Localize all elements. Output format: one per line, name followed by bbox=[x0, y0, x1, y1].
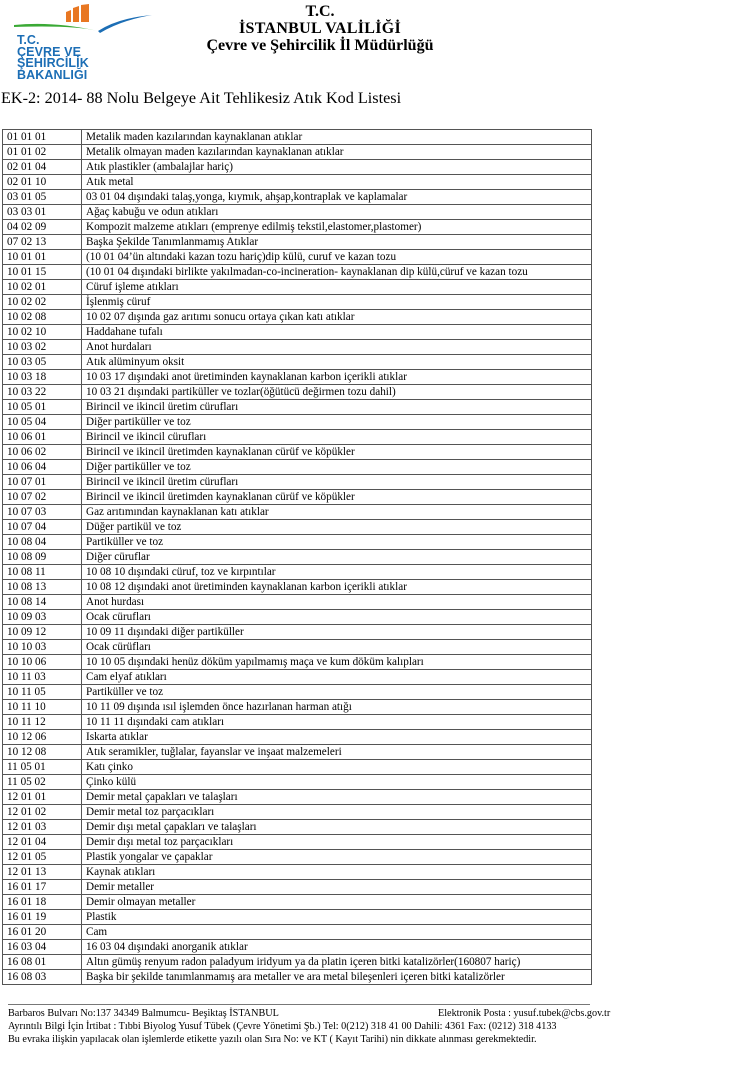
waste-description: Katı çinko bbox=[82, 760, 592, 775]
table-row bbox=[3, 160, 592, 175]
waste-description: Birincil ve ikincil üretimden kaynaklanan cürüf ve köpükler bbox=[82, 490, 592, 505]
waste-description: Birincil ve ikincil üretim cürufları bbox=[82, 475, 592, 490]
waste-description: Demir metal çapakları ve talaşları bbox=[82, 790, 592, 805]
waste-code: 10 05 04 bbox=[3, 415, 82, 430]
footer-divider bbox=[8, 1004, 590, 1005]
waste-code: 10 07 02 bbox=[3, 490, 82, 505]
waste-description: Atık metal bbox=[82, 175, 592, 190]
waste-code: 10 06 02 bbox=[3, 445, 82, 460]
waste-description: (10 01 04 dışındaki birlikte yakılmadan-co-incineration- kaynaklanan dip külü,cüruf ve kazan tozu bbox=[82, 265, 592, 280]
table-row bbox=[3, 940, 592, 955]
table-row bbox=[3, 175, 592, 190]
table-row bbox=[3, 550, 592, 565]
waste-description: (10 01 04’ün altındaki kazan tozu hariç)dip külü, curuf ve kazan tozu bbox=[82, 250, 592, 265]
waste-code: 10 11 10 bbox=[3, 700, 82, 715]
table-row bbox=[3, 475, 592, 490]
waste-code: 10 12 06 bbox=[3, 730, 82, 745]
waste-code: 10 11 05 bbox=[3, 685, 82, 700]
waste-description: 10 11 11 dışındaki cam atıkları bbox=[82, 715, 592, 730]
table-row bbox=[3, 535, 592, 550]
logo-line-1: T.C. bbox=[17, 33, 40, 47]
table-row bbox=[3, 280, 592, 295]
table-row bbox=[3, 520, 592, 535]
letterhead-line-2: İSTANBUL VALİLİĞİ bbox=[238, 20, 402, 37]
waste-code: 16 03 04 bbox=[3, 940, 82, 955]
waste-code: 07 02 13 bbox=[3, 235, 82, 250]
table-row bbox=[3, 820, 592, 835]
waste-description: Demir olmayan metaller bbox=[82, 895, 592, 910]
waste-description: 16 03 04 dışındaki anorganik atıklar bbox=[82, 940, 592, 955]
waste-description: Diğer partiküller ve toz bbox=[82, 415, 592, 430]
waste-description: Başka bir şekilde tanımlanmamış ara metaller ve ara metal bileşenleri içeren bitki katalizörler bbox=[82, 970, 592, 985]
waste-code: 10 10 06 bbox=[3, 655, 82, 670]
table-row bbox=[3, 685, 592, 700]
waste-code: 10 08 13 bbox=[3, 580, 82, 595]
waste-code: 12 01 04 bbox=[3, 835, 82, 850]
waste-description: 10 11 09 dışında ısıl işlemden önce hazırlanan harman atığı bbox=[82, 700, 592, 715]
footer-contact: Ayrıntılı Bilgi İçin İrtibat : Tıbbi Biyolog Yusuf Tübek (Çevre Yönetimi Şb.) Tel: 0(212) 318 41 00 Dahili: 4361 Fax: (0212) 318 4133 bbox=[8, 1021, 557, 1032]
waste-code: 10 12 08 bbox=[3, 745, 82, 760]
waste-code: 11 05 01 bbox=[3, 760, 82, 775]
waste-description: Demir dışı metal toz parçacıkları bbox=[82, 835, 592, 850]
waste-description: Birincil ve ikincil üretim cürufları bbox=[82, 400, 592, 415]
footer-email[interactable]: Elektronik Posta : yusuf.tubek@cbs.gov.tr bbox=[438, 1008, 611, 1019]
table-row bbox=[3, 190, 592, 205]
document-title: EK-2: 2014- 88 Nolu Belgeye Ait Tehlikesiz Atık Kod Listesi bbox=[1, 89, 402, 107]
waste-code: 16 01 17 bbox=[3, 880, 82, 895]
waste-code: 16 08 03 bbox=[3, 970, 82, 985]
waste-code: 01 01 02 bbox=[3, 145, 82, 160]
waste-code: 12 01 05 bbox=[3, 850, 82, 865]
waste-code: 12 01 01 bbox=[3, 790, 82, 805]
waste-description: 10 08 12 dışındaki anot üretiminden kaynaklanan karbon içerikli atıklar bbox=[82, 580, 592, 595]
waste-code: 01 01 01 bbox=[3, 130, 82, 145]
table-row bbox=[3, 760, 592, 775]
waste-description: Anot hurdaları bbox=[82, 340, 592, 355]
waste-description: Diğer partiküller ve toz bbox=[82, 460, 592, 475]
waste-code: 10 02 10 bbox=[3, 325, 82, 340]
footer-notice: Bu evraka ilişkin yapılacak olan işlemlerde etikette yazılı olan Sıra No: ve KT ( Kayıt Tarihi) nin dikkate alınması gerekmektedir. bbox=[8, 1034, 537, 1045]
table-row bbox=[3, 970, 592, 985]
waste-code: 10 08 11 bbox=[3, 565, 82, 580]
waste-code: 10 03 05 bbox=[3, 355, 82, 370]
waste-description: 03 01 04 dışındaki talaş,yonga, kıymık, ahşap,kontraplak ve kaplamalar bbox=[82, 190, 592, 205]
waste-description: Demir metaller bbox=[82, 880, 592, 895]
waste-code: 10 03 22 bbox=[3, 385, 82, 400]
waste-code: 11 05 02 bbox=[3, 775, 82, 790]
waste-code: 10 03 18 bbox=[3, 370, 82, 385]
waste-code: 10 07 04 bbox=[3, 520, 82, 535]
waste-code: 10 10 03 bbox=[3, 640, 82, 655]
waste-code: 02 01 10 bbox=[3, 175, 82, 190]
waste-description: 10 02 07 dışında gaz arıtımı sonucu ortaya çıkan katı atıklar bbox=[82, 310, 592, 325]
waste-code: 10 01 15 bbox=[3, 265, 82, 280]
table-row bbox=[3, 370, 592, 385]
table-row bbox=[3, 460, 592, 475]
table-row bbox=[3, 610, 592, 625]
table-row bbox=[3, 895, 592, 910]
table-row bbox=[3, 355, 592, 370]
waste-description: Cüruf işleme atıkları bbox=[82, 280, 592, 295]
waste-description: Iskarta atıklar bbox=[82, 730, 592, 745]
waste-description: Metalik olmayan maden kazılarından kaynaklanan atıklar bbox=[82, 145, 592, 160]
waste-code: 10 11 03 bbox=[3, 670, 82, 685]
waste-description: Partiküller ve toz bbox=[82, 685, 592, 700]
table-row bbox=[3, 430, 592, 445]
table-row bbox=[3, 865, 592, 880]
waste-description: Haddahane tufalı bbox=[82, 325, 592, 340]
waste-description: Ocak cürüfları bbox=[82, 640, 592, 655]
waste-code: 03 03 01 bbox=[3, 205, 82, 220]
waste-description: 10 09 11 dışındaki diğer partiküller bbox=[82, 625, 592, 640]
table-row bbox=[3, 775, 592, 790]
letterhead-line-1: T.C. bbox=[305, 3, 335, 20]
table-row bbox=[3, 325, 592, 340]
table-row bbox=[3, 955, 592, 970]
waste-description: Metalik maden kazılarından kaynaklanan atıklar bbox=[82, 130, 592, 145]
ministry-logo-emblem-icon bbox=[14, 4, 154, 36]
waste-code: 10 05 01 bbox=[3, 400, 82, 415]
table-row bbox=[3, 625, 592, 640]
table-row bbox=[3, 445, 592, 460]
waste-code: 10 06 01 bbox=[3, 430, 82, 445]
waste-description: Birincil ve ikincil cürufları bbox=[82, 430, 592, 445]
table-row bbox=[3, 340, 592, 355]
waste-code: 04 02 09 bbox=[3, 220, 82, 235]
waste-description: 10 03 21 dışındaki partiküller ve tozlar(öğütücü değirmen tozu dahil) bbox=[82, 385, 592, 400]
waste-description: Plastik bbox=[82, 910, 592, 925]
waste-code: 16 01 19 bbox=[3, 910, 82, 925]
letterhead-line-3: Çevre ve Şehircilik İl Müdürlüğü bbox=[206, 37, 434, 54]
waste-code: 10 02 08 bbox=[3, 310, 82, 325]
table-row bbox=[3, 670, 592, 685]
waste-description: Kompozit malzeme atıkları (emprenye edilmiş tekstil,elastomer,plastomer) bbox=[82, 220, 592, 235]
waste-description: Diğer cüruflar bbox=[82, 550, 592, 565]
table-row bbox=[3, 295, 592, 310]
table-row bbox=[3, 580, 592, 595]
waste-code: 10 08 14 bbox=[3, 595, 82, 610]
table-row bbox=[3, 910, 592, 925]
waste-code: 02 01 04 bbox=[3, 160, 82, 175]
waste-code: 03 01 05 bbox=[3, 190, 82, 205]
table-row bbox=[3, 745, 592, 760]
table-row bbox=[3, 385, 592, 400]
table-row bbox=[3, 205, 592, 220]
waste-description: Başka Şekilde Tanımlanmamış Atıklar bbox=[82, 235, 592, 250]
table-row bbox=[3, 220, 592, 235]
table-row bbox=[3, 400, 592, 415]
waste-code: 16 01 20 bbox=[3, 925, 82, 940]
waste-description: Atık plastikler (ambalajlar hariç) bbox=[82, 160, 592, 175]
table-row bbox=[3, 415, 592, 430]
table-row bbox=[3, 235, 592, 250]
waste-description: İşlenmiş cüruf bbox=[82, 295, 592, 310]
waste-code: 10 09 12 bbox=[3, 625, 82, 640]
table-row bbox=[3, 925, 592, 940]
table-row bbox=[3, 805, 592, 820]
table-row bbox=[3, 130, 592, 145]
waste-code: 10 01 01 bbox=[3, 250, 82, 265]
waste-description: Plastik yongalar ve çapaklar bbox=[82, 850, 592, 865]
waste-code: 16 08 01 bbox=[3, 955, 82, 970]
waste-description: Çinko külü bbox=[82, 775, 592, 790]
table-row bbox=[3, 835, 592, 850]
waste-description: Kaynak atıkları bbox=[82, 865, 592, 880]
waste-code: 10 08 09 bbox=[3, 550, 82, 565]
waste-description: 10 03 17 dışındaki anot üretiminden kaynaklanan karbon içerikli atıklar bbox=[82, 370, 592, 385]
table-row bbox=[3, 505, 592, 520]
logo-line-3: BAKANLIĞI bbox=[17, 67, 88, 82]
table-row bbox=[3, 595, 592, 610]
waste-code: 12 01 02 bbox=[3, 805, 82, 820]
waste-code: 10 07 03 bbox=[3, 505, 82, 520]
table-row bbox=[3, 790, 592, 805]
waste-code: 12 01 13 bbox=[3, 865, 82, 880]
table-row bbox=[3, 265, 592, 280]
waste-code: 10 11 12 bbox=[3, 715, 82, 730]
waste-description: Birincil ve ikincil üretimden kaynaklanan cürüf ve köpükler bbox=[82, 445, 592, 460]
waste-description: Demir dışı metal çapakları ve talaşları bbox=[82, 820, 592, 835]
table-row bbox=[3, 730, 592, 745]
waste-code: 10 09 03 bbox=[3, 610, 82, 625]
waste-code: 10 02 02 bbox=[3, 295, 82, 310]
waste-description: Partiküller ve toz bbox=[82, 535, 592, 550]
waste-description: Atık seramikler, tuğlalar, fayanslar ve inşaat malzemeleri bbox=[82, 745, 592, 760]
waste-code: 12 01 03 bbox=[3, 820, 82, 835]
waste-code: 16 01 18 bbox=[3, 895, 82, 910]
waste-code: 10 06 04 bbox=[3, 460, 82, 475]
table-row bbox=[3, 145, 592, 160]
waste-code: 10 03 02 bbox=[3, 340, 82, 355]
table-row bbox=[3, 850, 592, 865]
ministry-logo bbox=[14, 4, 154, 82]
waste-description: Cam bbox=[82, 925, 592, 940]
table-row bbox=[3, 565, 592, 580]
table-row bbox=[3, 310, 592, 325]
table-row bbox=[3, 700, 592, 715]
waste-description: Anot hurdası bbox=[82, 595, 592, 610]
table-row bbox=[3, 640, 592, 655]
waste-description: Demir metal toz parçacıkları bbox=[82, 805, 592, 820]
waste-description: Atık alüminyum oksit bbox=[82, 355, 592, 370]
waste-description: Ocak cürufları bbox=[82, 610, 592, 625]
waste-description: Altın gümüş renyum radon paladyum iridyum ya da platin içeren bitki katalizörler(160807 hariç) bbox=[82, 955, 592, 970]
logo-line-2: ÇEVRE VE ŞEHİRCİLİK bbox=[17, 44, 89, 70]
waste-code-table bbox=[2, 129, 592, 985]
table-row bbox=[3, 880, 592, 895]
waste-description: 10 08 10 dışındaki cüruf, toz ve kırpıntılar bbox=[82, 565, 592, 580]
waste-code: 10 07 01 bbox=[3, 475, 82, 490]
waste-description: Ağaç kabuğu ve odun atıkları bbox=[82, 205, 592, 220]
table-row bbox=[3, 250, 592, 265]
letterhead bbox=[150, 3, 490, 55]
waste-description: Düğer partikül ve toz bbox=[82, 520, 592, 535]
waste-code: 10 02 01 bbox=[3, 280, 82, 295]
table-row bbox=[3, 490, 592, 505]
table-row bbox=[3, 715, 592, 730]
table-row bbox=[3, 655, 592, 670]
waste-description: 10 10 05 dışındaki henüz döküm yapılmamış maça ve kum döküm kalıpları bbox=[82, 655, 592, 670]
waste-description: Cam elyaf atıkları bbox=[82, 670, 592, 685]
waste-description: Gaz arıtımından kaynaklanan katı atıklar bbox=[82, 505, 592, 520]
waste-code: 10 08 04 bbox=[3, 535, 82, 550]
footer-address: Barbaros Bulvarı No:137 34349 Balmumcu- Beşiktaş İSTANBUL bbox=[8, 1008, 279, 1019]
